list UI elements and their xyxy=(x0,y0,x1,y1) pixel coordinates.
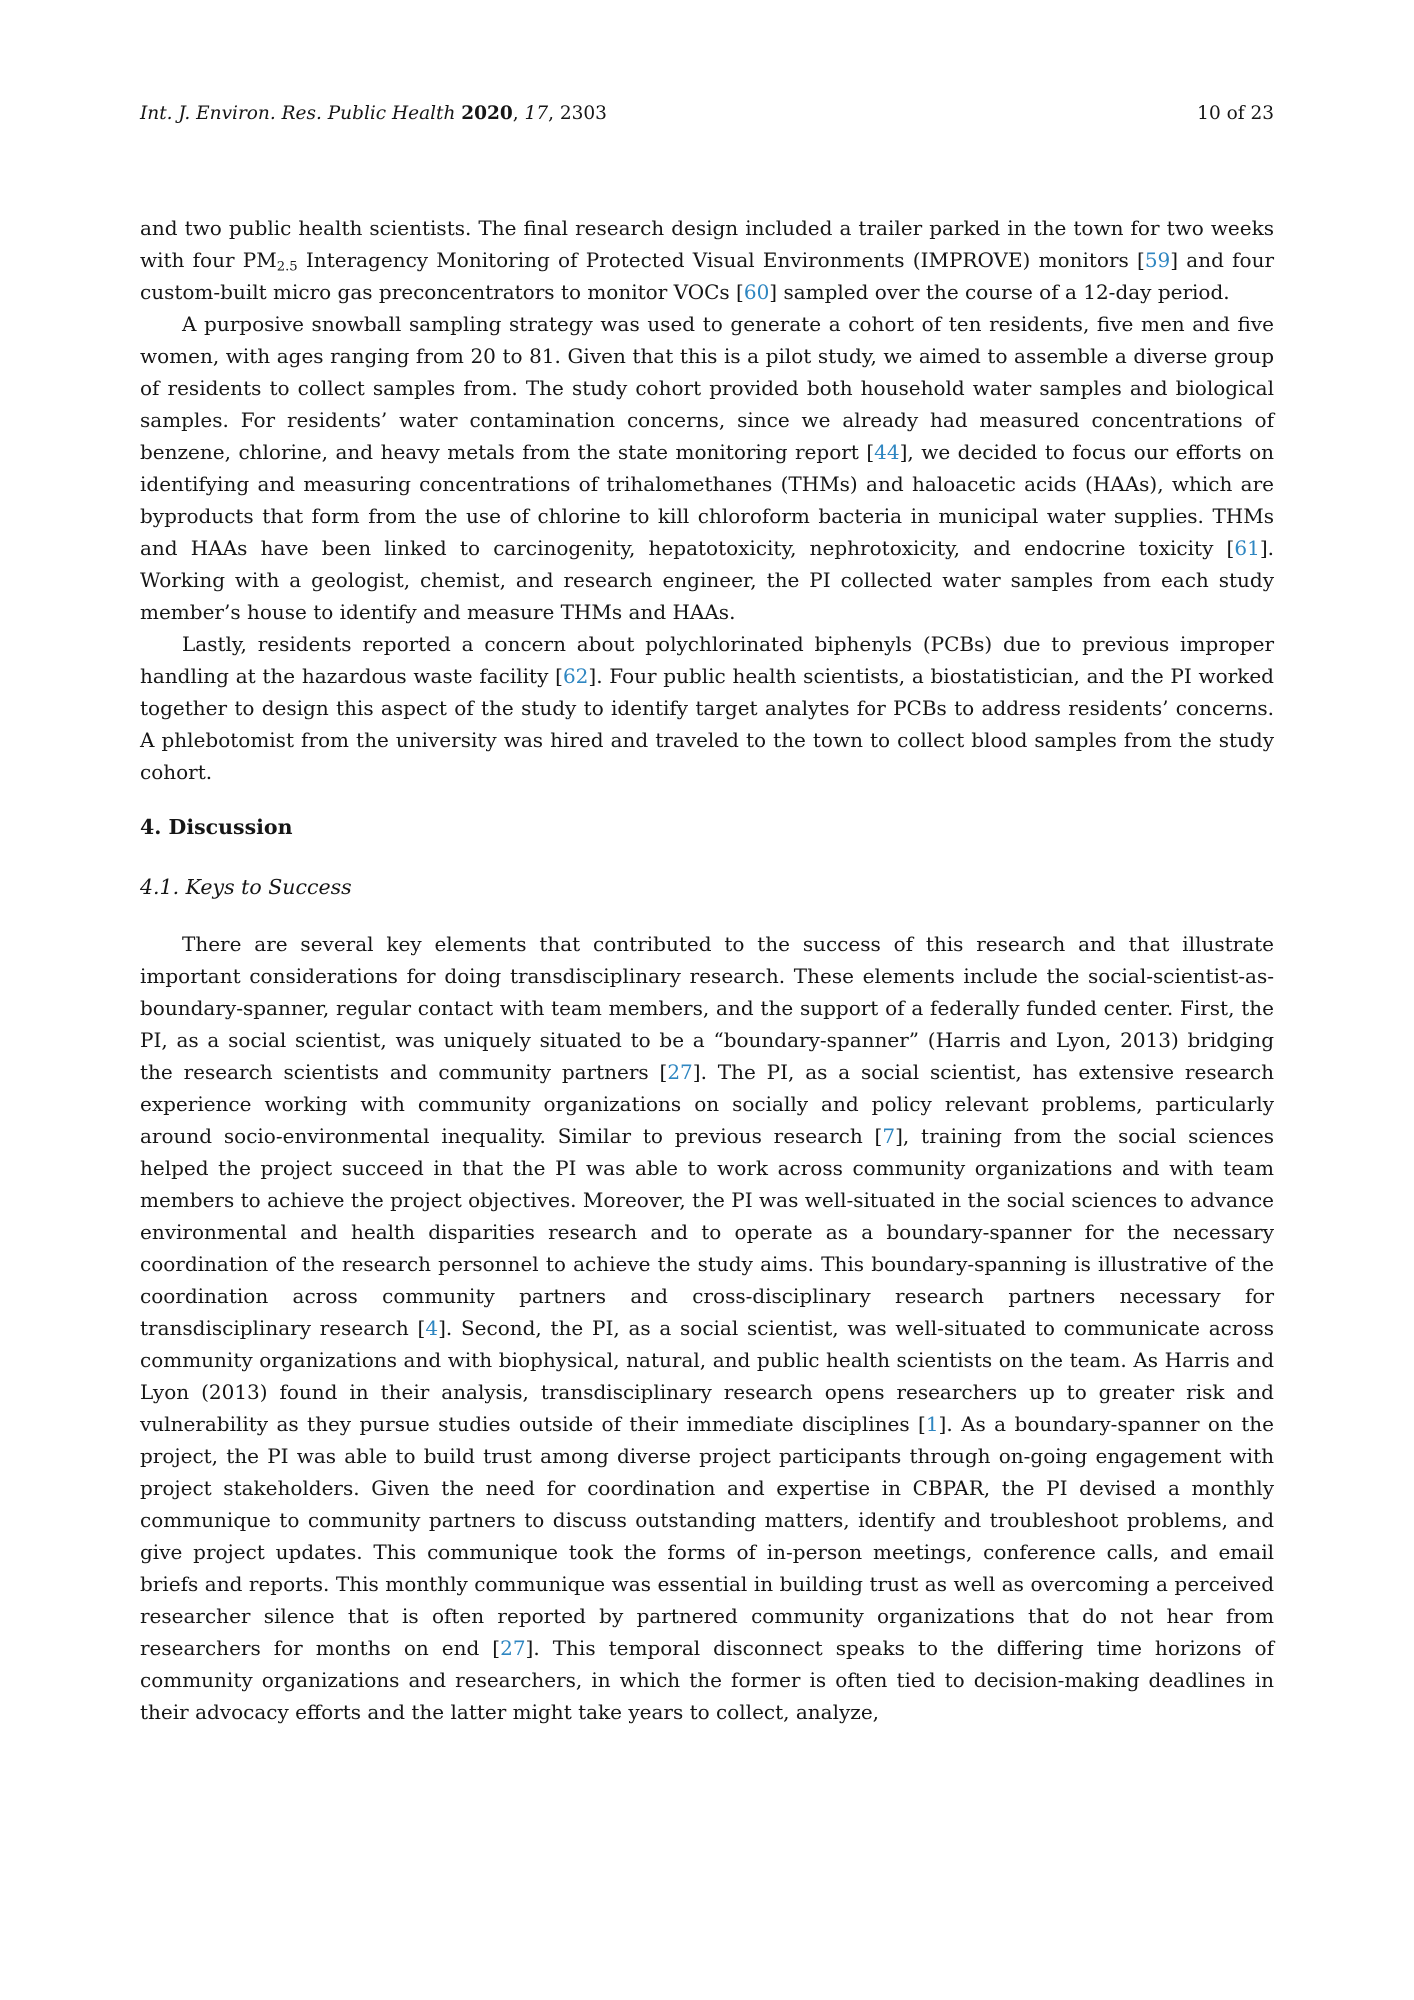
subsection-heading-keys-to-success: 4.1. Keys to Success xyxy=(140,875,352,899)
text-run: 2020 xyxy=(461,103,513,124)
citation-link[interactable]: 62 xyxy=(562,664,589,688)
text-run: ]. Four public health scientists, a biostatistician, and the PI worked together to design this aspect of the study to identify target analytes for PCBs to address residents’ concerns. A phlebotomist from the university was hired and traveled to the town to collect blood samples from the study cohort. xyxy=(140,664,1274,784)
citation-link[interactable]: 1 xyxy=(925,1412,939,1436)
page-number: 10 of 23 xyxy=(1197,103,1274,124)
text-run: Lastly, residents reported a concern about polychlorinated biphenyls (PCBs) due to previous improper handling at the hazardous waste facility [ xyxy=(140,632,1274,688)
body-paragraph-4 xyxy=(140,928,1274,1728)
citation-link[interactable]: 27 xyxy=(500,1636,526,1660)
text-run: ], we decided to focus our efforts on identifying and measuring concentrations of trihalomethanes (THMs) and haloacetic acids (HAAs), which are byproducts that form from the use of chlorine to kill chloroform bacteria in municipal water supplies. THMs and HAAs have been linked to carcinogenity, hepatotoxicity, nephrotoxicity, and endocrine toxicity [ xyxy=(140,440,1274,560)
text-run: There are several key elements that contributed to the success of this research and that illustrate important considerations for doing transdisciplinary research. These elements include the social-scientist-as-boundary-spanner, regular contact with team members, and the support of a federally funded center. First, the PI, as a social scientist, was uniquely situated to be a “boundary-spanner” (Harris and Lyon, 2013) bridging the research scientists and community partners [ xyxy=(140,932,1274,1084)
citation-link[interactable]: 44 xyxy=(874,440,900,464)
text-run: 2.5 xyxy=(276,259,298,275)
text-run: 17 xyxy=(524,103,549,124)
citation-link[interactable]: 7 xyxy=(882,1124,896,1148)
text-run: ]. As a boundary-spanner on the project, the PI was able to build trust among diverse project participants through on-going engagement with project stakeholders. Given the need for coordination and expertise in CBPAR, the PI devised a monthly communique to community partners to discuss outstanding matters, identify and troubleshoot problems, and give project updates. This communique took the forms of in-person meetings, conference calls, and email briefs and reports. This monthly communique was essential in building trust as well as overcoming a perceived researcher silence that is often reported by partnered community organizations that do not hear from researchers for months on end [ xyxy=(140,1412,1274,1660)
text-run: A purposive snowball sampling strategy was used to generate a cohort of ten residents, five men and five women, with ages ranging from 20 to 81. Given that this is a pilot study, we aimed to assemble a diverse group of residents to collect samples from. The study cohort provided both household water samples and biological samples. For residents’ water contamination concerns, since we already had measured concentrations of benzene, chlorine, and heavy metals from the state monitoring report [ xyxy=(140,312,1274,464)
text-run: , xyxy=(512,103,525,124)
text-run: , 2303 xyxy=(548,103,607,124)
text-run: ]. The PI, as a social scientist, has extensive research experience working with community organizations on socially and policy relevant problems, particularly around socio-environmental inequality. Similar to previous research [ xyxy=(140,1060,1274,1148)
page-header xyxy=(140,103,1274,125)
journal-citation xyxy=(140,103,607,125)
text-run: ], training from the social sciences helped the project succeed in that the PI was able to work across community organizations and with team members to achieve the project objectives. Moreover, the PI was well-situated in the social sciences to advance environmental and health disparities research and to operate as a boundary-spanner for the necessary coordination of the research personnel to achieve the study aims. This boundary-spanning is illustrative of the coordination across community partners and cross-disciplinary research partners necessary for transdisciplinary research [ xyxy=(140,1124,1275,1340)
citation-link[interactable]: 27 xyxy=(667,1060,693,1084)
text-run: Int. J. Environ. Res. Public Health xyxy=(140,103,462,124)
citation-link[interactable]: 59 xyxy=(1144,248,1171,272)
text-run: ]. Second, the PI, as a social scientist, was well-situated to communicate across community organizations and with biophysical, natural, and public health scientists on the team. As Harris and Lyon (2013) found in their analysis, transdisciplinary research opens researchers up to greater risk and vulnerability as they pursue studies outside of their immediate disciplines [ xyxy=(140,1316,1274,1436)
citation-link[interactable]: 60 xyxy=(743,280,770,304)
text-run: ] and four custom-built micro gas preconcentrators to monitor VOCs [ xyxy=(140,248,1275,304)
article-body xyxy=(140,212,1274,1728)
body-paragraph-2 xyxy=(140,308,1274,628)
text-run: ] sampled over the course of a 12-day period. xyxy=(769,280,1230,304)
section-heading-discussion: 4. Discussion xyxy=(140,815,293,839)
citation-link[interactable]: 61 xyxy=(1234,536,1260,560)
text-run: ]. This temporal disconnect speaks to the differing time horizons of community organizations and researchers, in which the former is often tied to decision-making deadlines in their advocacy efforts and the latter might take years to collect, analyze, xyxy=(140,1636,1274,1724)
text-run: Interagency Monitoring of Protected Visual Environments (IMPROVE) monitors [ xyxy=(297,248,1145,272)
body-paragraph-1 xyxy=(140,212,1274,308)
text-run: ]. Working with a geologist, chemist, and research engineer, the PI collected water samples from each study member’s house to identify and measure THMs and HAAs. xyxy=(140,536,1274,624)
citation-link[interactable]: 4 xyxy=(425,1316,439,1340)
body-paragraph-3 xyxy=(140,628,1274,788)
text-run: and two public health scientists. The final research design included a trailer parked in the town for two weeks with four PM xyxy=(140,216,1274,272)
